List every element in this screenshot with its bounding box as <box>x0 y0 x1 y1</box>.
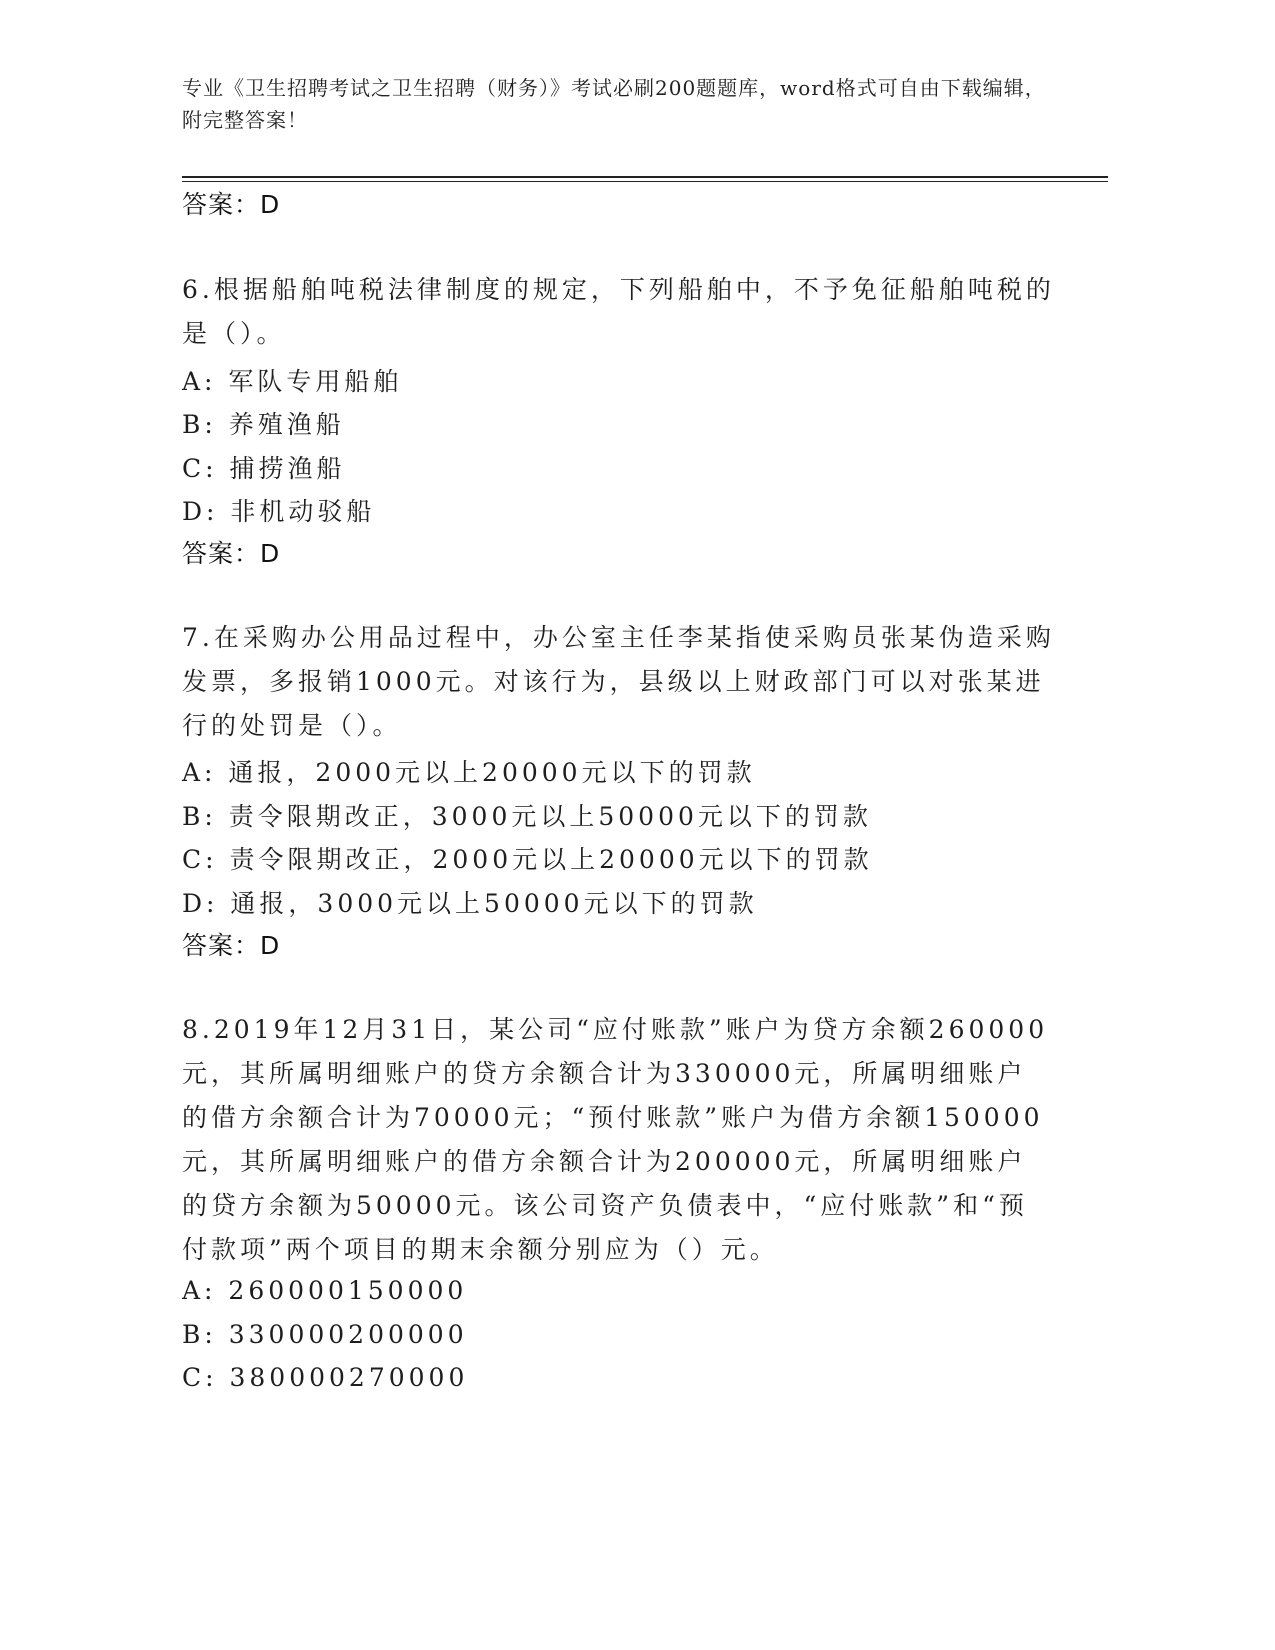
option-d: D: 非机动驳船 <box>182 497 376 526</box>
option-a: A: 军队专用船舶 <box>182 367 403 396</box>
question-stem: 6.根据船舶吨税法律制度的规定，下列船舶中，不予免征船舶吨税的是（）。 <box>182 275 1055 348</box>
answer-line: 答案：D <box>182 190 281 219</box>
header-divider <box>182 176 1108 178</box>
question-stem: 7.在采购办公用品过程中，办公室主任李某指使采购员张某伪造采购发票，多报销1000元。对该行为，县级以上财政部门可以对张某进行的处罚是（）。 <box>182 623 1055 740</box>
question-stem: 8.2019年12月31日，某公司“应付账款”账户为贷方余额260000元，其所属明细账户的贷方余额合计为330000元，所属明细账户的借方余额合计为70000元；“预付账款”账户为借方余额150000元，其所属明细账户的借方余额合计为200000元，所属明细账户的贷方余额为50000元。该公司资产负债表中，“应付账款”和“预付款项”两个项目的期末余额分别应为（）元。 <box>182 1015 1049 1264</box>
answer-line: 答案：D <box>182 539 281 568</box>
document-header: 专业《卫生招聘考试之卫生招聘（财务）》考试必刷200题题库，word格式可自由下载编辑，附完整答案！ <box>182 76 1046 132</box>
answer-line: 答案：D <box>182 931 281 960</box>
option-a: A: 260000150000 <box>182 1276 468 1305</box>
option-c: C: 捕捞渔船 <box>182 454 346 483</box>
option-d: D: 通报，3000元以上50000元以下的罚款 <box>182 889 758 918</box>
option-b: B: 责令限期改正，3000元以上50000元以下的罚款 <box>182 802 872 831</box>
option-c: C: 380000270000 <box>182 1363 469 1392</box>
option-a: A: 通报，2000元以上20000元以下的罚款 <box>182 758 756 787</box>
option-b: B: 330000200000 <box>182 1320 468 1349</box>
option-c: C: 责令限期改正，2000元以上20000元以下的罚款 <box>182 845 873 874</box>
option-b: B: 养殖渔船 <box>182 410 345 439</box>
header-divider-thin <box>182 181 1108 182</box>
